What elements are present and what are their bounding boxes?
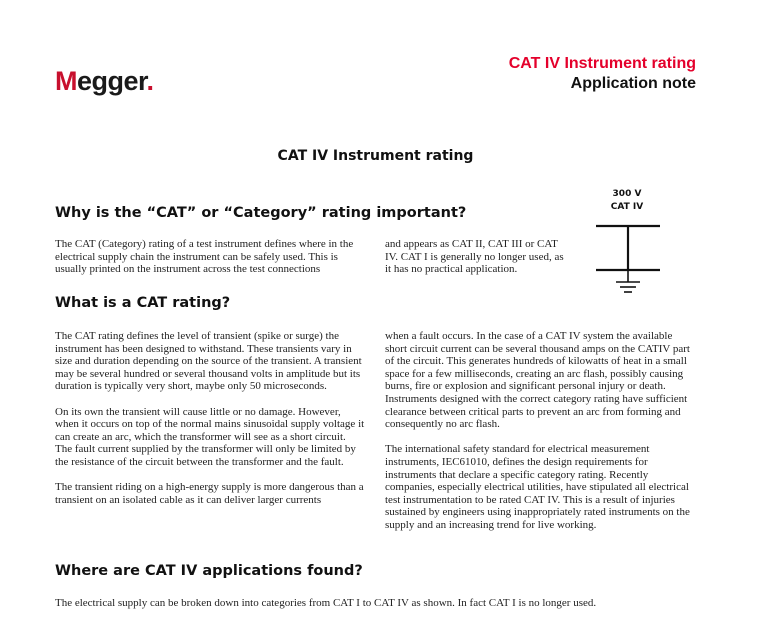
section-heading-where: Where are CAT IV applications found?: [55, 563, 363, 579]
section-what-col2: [385, 330, 697, 544]
header-title: CAT IV Instrument rating: [508, 55, 696, 72]
megger-logo: [55, 66, 154, 97]
section-where-body: The electrical supply can be broken down into categories from CAT I to CAT IV as shown. In fact CAT I is no longer used.: [55, 597, 597, 609]
logo-dot: .: [146, 66, 154, 96]
section-heading-why: Why is the “CAT” or “Category” rating important?: [55, 205, 467, 221]
section-why-col1: [55, 238, 365, 288]
paragraph: The international safety standard for electrical measurement instruments, IEC61010, defines the design requirements for instruments that declare a specific category rating. Recently companies, especially electrical utilities, have stipulated all electrical test instrumentation to be rated CAT IV. This is a result of injuries sustained by engineers using inappropriately rated instruments on the supply and an increasing trend for live working.: [385, 443, 690, 531]
paragraph: The transient riding on a high-energy supply is more dangerous than a transient on an isolated cable as it can deliver larger currents: [55, 481, 364, 506]
paragraph: when a fault occurs. In the case of a CAT IV system the available short circuit current can be several thousand amps on the CATIV part of the circuit. This generates hundreds of kilowatts of heat in a small space for a few milliseconds, creating an arc flash, possibly causing burns, fire or explosion and significant personal injury or death. Instruments designed with the correct category rating have sufficient clearance between critical parts to prevent an arc from forming and consequently no arc flash.: [385, 330, 690, 431]
paragraph: The CAT rating defines the level of transient (spike or surge) the instrument has been designed to withstand. These transients vary in size and duration depending on the source of the transient. A transient may be several hundred or several thousand volts in amplitude but its duration is typically very short, maybe only 50 microseconds.: [55, 330, 362, 393]
document-title: CAT IV Instrument rating: [277, 148, 474, 164]
header-subtitle: Application note: [570, 75, 696, 92]
paragraph: The CAT (Category) rating of a test instrument defines where in the electrical supply chain the instrument can be safely used. This is usually printed on the instrument across the test connections: [55, 238, 354, 276]
logo-initial: M: [55, 66, 77, 96]
ground-symbol-diagram: [590, 218, 670, 302]
section-why-col2: [385, 238, 570, 288]
section-what-col1: [55, 330, 365, 519]
diagram-voltage-label: 300 V: [612, 189, 642, 199]
paragraph: and appears as CAT II, CAT III or CAT IV. CAT I is generally no longer used, as it has no practical application.: [385, 238, 564, 276]
paragraph: On its own the transient will cause little or no damage. However, when it occurs on top of the normal mains sinusoidal supply voltage it can create an arc, which the transformer will see as a short circuit. The fault current supplied by the transformer will only be limited by the resistance of the circuit between the transformer and the fault.: [55, 405, 365, 468]
logo-rest: egger: [77, 66, 147, 96]
section-heading-what: What is a CAT rating?: [55, 295, 231, 311]
diagram-category-label: CAT IV: [610, 202, 644, 212]
